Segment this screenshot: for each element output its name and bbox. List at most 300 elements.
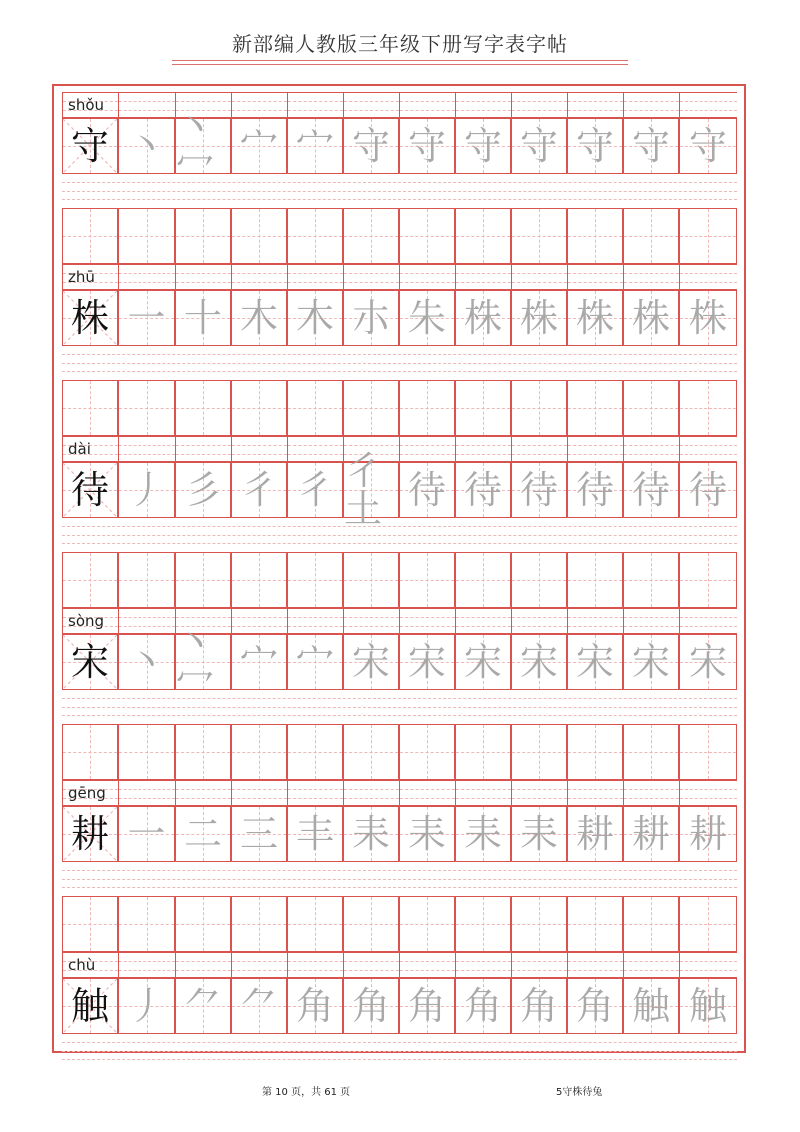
stroke-order-character: ⺈ [183,984,222,1028]
guide-line [512,626,567,627]
tracing-cell [455,118,511,174]
character-block [62,264,737,436]
practice-cell[interactable] [567,208,623,264]
pinyin-cell [231,953,287,979]
guide-line [651,209,652,263]
guide-line [400,970,455,971]
guide-line [456,626,511,627]
guide-line [62,879,737,880]
pinyin-cell [455,265,511,291]
practice-cell[interactable] [343,208,399,264]
guide-line [288,101,343,102]
practice-cell[interactable] [118,380,175,436]
practice-cell[interactable] [62,552,118,608]
tracing-cell [175,462,231,518]
guide-line [344,961,399,962]
model-character: 触 [70,984,109,1028]
stroke-order-character: 待 [519,468,558,512]
guide-line [483,725,484,779]
guide-line [119,273,175,274]
tracing-cell [679,806,737,862]
practice-cell[interactable] [231,896,287,952]
character-block [62,92,737,264]
pinyin-cell [175,953,231,979]
guide-line [147,897,148,951]
guide-line [512,110,567,111]
guide-line [456,273,511,274]
guide-line [232,445,287,446]
tracing-cell [511,290,567,346]
guide-line [344,273,399,274]
practice-cell[interactable] [623,724,679,780]
guide-line [62,887,737,888]
pinyin-cell [511,781,567,807]
guide-line [427,553,428,607]
practice-cell[interactable] [343,552,399,608]
tracing-row [62,290,737,346]
guide-line [62,870,737,871]
guide-line [288,282,343,283]
guide-line [344,282,399,283]
guide-line [371,209,372,263]
stroke-order-character: 三 [239,812,278,856]
tracing-cell [118,290,175,346]
pinyin-row [62,264,737,290]
practice-cell[interactable] [62,208,118,264]
guide-line [203,725,204,779]
tracing-cell [623,978,679,1034]
tracing-cell [567,462,623,518]
practice-cell[interactable] [231,380,287,436]
pinyin-cell [623,781,679,807]
guide-line [147,381,148,435]
practice-cell[interactable] [455,208,511,264]
stroke-order-character: 待 [688,468,727,512]
pinyin-cell [343,609,399,635]
guide-line [315,897,316,951]
tracing-cell [399,462,455,518]
practice-cell[interactable] [399,552,455,608]
guide-line [147,209,148,263]
guide-line [400,445,455,446]
guide-line [624,626,679,627]
stroke-order-character: 宋 [407,640,446,684]
guide-line [708,553,709,607]
guide-line [456,454,511,455]
pinyin-cell [287,265,343,291]
guide-line [62,371,737,372]
pinyin-cell [567,437,623,463]
stroke-order-character: 宋 [575,640,614,684]
practice-cell[interactable] [287,380,343,436]
stroke-order-character: 宋 [688,640,727,684]
guide-line [400,789,455,790]
practice-cell[interactable] [679,552,737,608]
stroke-order-character: 朱 [407,296,446,340]
tracing-cell [399,290,455,346]
tracing-cell [455,290,511,346]
pinyin-cell [399,265,455,291]
guide-line [708,381,709,435]
tracing-cell [455,806,511,862]
practice-cell[interactable] [231,724,287,780]
practice-cell[interactable] [623,896,679,952]
practice-cell[interactable] [679,208,737,264]
tracing-cell [679,462,737,518]
guide-line [708,725,709,779]
practice-cell[interactable] [399,208,455,264]
practice-cell[interactable] [567,552,623,608]
practice-cell[interactable] [175,552,231,608]
guide-line [512,961,567,962]
stroke-order-character: 待 [463,468,502,512]
practice-cell[interactable] [175,896,231,952]
guide-line [456,282,511,283]
stroke-order-character: 耒 [463,812,502,856]
guide-line [315,553,316,607]
title-rule [172,60,628,61]
stroke-order-character: 彳土 [344,449,383,531]
guide-line [119,110,175,111]
pinyin-label: chù [68,956,96,974]
practice-cell[interactable] [455,724,511,780]
stroke-order-character: 彳 [295,468,334,512]
tracing-row [62,978,737,1034]
pinyin-cell [118,609,175,635]
tracing-cell [287,118,343,174]
guide-line [344,110,399,111]
character-block [62,952,737,1124]
stroke-order-character: 宀 [239,124,278,168]
tracing-cell [231,978,287,1034]
practice-cell[interactable] [343,380,399,436]
guide-line [595,209,596,263]
tracing-cell [343,290,399,346]
guide-line [62,698,737,699]
guide-line [288,626,343,627]
guide-line [288,617,343,618]
guide-line [288,970,343,971]
footer-lesson: 5守株待兔 [556,1087,603,1098]
tracing-cell [455,462,511,518]
stroke-order-character: 宋 [519,640,558,684]
pinyin-cell [343,93,399,119]
stroke-order-character: 耕 [688,812,727,856]
practice-row [62,552,737,608]
guide-line [427,897,428,951]
guide-line [344,445,399,446]
guide-line [288,445,343,446]
guide-line [315,209,316,263]
spacer-band [62,346,737,380]
practice-cell[interactable] [679,380,737,436]
pinyin-cell [231,609,287,635]
stroke-order-character: 守 [631,124,670,168]
tracing-cell [455,978,511,1034]
guide-line [568,282,623,283]
practice-cell[interactable] [399,380,455,436]
stroke-order-character: 待 [575,468,614,512]
pinyin-cell [455,437,511,463]
pinyin-cell [511,609,567,635]
guide-line [119,617,175,618]
tracing-cell [231,290,287,346]
practice-cell[interactable] [118,724,175,780]
tracing-cell [175,105,231,187]
guide-line [539,897,540,951]
stroke-order-character: 丿 [127,984,166,1028]
stroke-order-character: 守 [519,124,558,168]
practice-cell[interactable] [567,896,623,952]
tracing-cell [287,806,343,862]
guide-line [512,970,567,971]
model-character-cell [62,462,118,518]
guide-line [62,1059,737,1060]
guide-line [680,617,737,618]
stroke-order-character: 木 [239,296,278,340]
guide-line [288,273,343,274]
guide-line [568,454,623,455]
pinyin-cell [679,265,737,291]
practice-cell[interactable] [118,896,175,952]
practice-cell[interactable] [511,208,567,264]
guide-line [344,617,399,618]
practice-cell[interactable] [511,724,567,780]
guide-line [568,789,623,790]
practice-cell[interactable] [62,380,118,436]
stroke-order-character: 二 [183,812,222,856]
guide-line [400,110,455,111]
guide-line [708,897,709,951]
stroke-order-character: 十 [183,296,222,340]
guide-line [568,961,623,962]
tracing-cell [567,634,623,690]
practice-cell[interactable] [399,896,455,952]
guide-line [119,970,175,971]
guide-line [539,725,540,779]
guide-line [62,363,737,364]
guide-line [371,381,372,435]
practice-cell[interactable] [231,208,287,264]
guide-line [624,445,679,446]
pinyin-cell [231,437,287,463]
stroke-order-character: 耕 [575,812,614,856]
stroke-order-character: 朩 [351,296,390,340]
practice-cell[interactable] [343,896,399,952]
model-character-cell [62,118,118,174]
pinyin-label: dài [68,440,91,458]
stroke-order-character: 角 [519,984,558,1028]
practice-cell[interactable] [62,724,118,780]
guide-line [62,182,737,183]
pinyin-cell [623,265,679,291]
guide-line [595,553,596,607]
stroke-order-character: 守 [688,124,727,168]
pinyin-row [62,780,737,806]
pinyin-row [62,608,737,634]
pinyin-cell [455,781,511,807]
guide-line [176,445,231,446]
pinyin-cell [399,437,455,463]
guide-line [400,798,455,799]
guide-line [568,617,623,618]
guide-line [176,961,231,962]
guide-line [176,273,231,274]
pinyin-label: shǒu [68,96,105,114]
practice-cell[interactable] [455,552,511,608]
guide-line [456,617,511,618]
guide-line [400,454,455,455]
practice-cell[interactable] [455,896,511,952]
guide-line [288,454,343,455]
stroke-order-character: 耒 [351,812,390,856]
guide-line [288,789,343,790]
worksheet-grid [62,92,737,1044]
pinyin-cell [567,265,623,291]
tracing-cell [623,290,679,346]
practice-cell[interactable] [511,380,567,436]
stroke-order-character: 一 [127,812,166,856]
practice-cell[interactable] [623,380,679,436]
pinyin-label: zhū [68,268,95,286]
practice-cell[interactable] [343,724,399,780]
guide-line [512,101,567,102]
practice-cell[interactable] [118,552,175,608]
practice-cell[interactable] [118,208,175,264]
tracing-cell [567,118,623,174]
pinyin-cell [679,93,737,119]
guide-line [344,798,399,799]
guide-line [624,282,679,283]
guide-line [483,553,484,607]
tracing-cell [343,978,399,1034]
guide-line [259,381,260,435]
model-character: 耕 [70,812,109,856]
practice-cell[interactable] [511,896,567,952]
model-character-cell [62,978,118,1034]
guide-line [624,961,679,962]
pinyin-cell [455,609,511,635]
guide-line [344,626,399,627]
guide-line [232,789,287,790]
practice-cell[interactable] [62,896,118,952]
practice-cell[interactable] [623,552,679,608]
spacer-band [62,862,737,896]
practice-cell[interactable] [231,552,287,608]
tracing-cell [343,806,399,862]
guide-line [62,354,737,355]
pinyin-cell [343,953,399,979]
practice-cell[interactable] [175,208,231,264]
tracing-cell [118,806,175,862]
guide-line [203,381,204,435]
pinyin-cell [679,953,737,979]
practice-cell[interactable] [567,380,623,436]
stroke-order-character: 触 [688,984,727,1028]
guide-line [680,970,737,971]
character-block [62,780,737,952]
pinyin-cell [118,437,175,463]
guide-line [680,626,737,627]
guide-line [315,381,316,435]
guide-line [512,617,567,618]
pinyin-cell [679,781,737,807]
guide-line [539,553,540,607]
tracing-cell [399,634,455,690]
tracing-cell [679,978,737,1034]
spacer-band [62,690,737,724]
pinyin-label: sòng [68,612,105,630]
guide-line [62,535,737,536]
pinyin-cell [118,953,175,979]
practice-cell[interactable] [287,724,343,780]
guide-line [400,101,455,102]
tracing-cell [399,806,455,862]
guide-line [119,798,175,799]
tracing-cell [118,978,175,1034]
tracing-cell [623,806,679,862]
guide-line [400,961,455,962]
guide-line [456,961,511,962]
practice-cell[interactable] [567,724,623,780]
stroke-order-character: 守 [407,124,446,168]
guide-line [539,381,540,435]
guide-line [456,101,511,102]
guide-line [651,553,652,607]
guide-line [147,553,148,607]
guide-line [90,209,91,263]
practice-cell[interactable] [679,724,737,780]
pinyin-cell [567,93,623,119]
pinyin-cell [623,437,679,463]
guide-line [344,101,399,102]
guide-line [568,970,623,971]
practice-cell[interactable] [175,724,231,780]
guide-line [90,553,91,607]
guide-line [119,961,175,962]
guide-line [62,1042,737,1043]
guide-line [624,454,679,455]
guide-line [62,715,737,716]
practice-cell[interactable] [287,208,343,264]
practice-cell[interactable] [287,896,343,952]
practice-cell[interactable] [511,552,567,608]
guide-line [232,970,287,971]
footer-page-number: 第 10 页，共 61 页 [262,1087,351,1098]
guide-line [288,961,343,962]
stroke-order-character: 宋 [351,640,390,684]
stroke-order-character: 彡 [183,468,222,512]
practice-cell[interactable] [455,380,511,436]
practice-cell[interactable] [175,380,231,436]
guide-line [456,445,511,446]
stroke-order-character: 角 [351,984,390,1028]
practice-cell[interactable] [679,896,737,952]
stroke-order-character: 角 [575,984,614,1028]
stroke-order-character: 角 [463,984,502,1028]
guide-line [651,381,652,435]
guide-line [288,110,343,111]
stroke-order-character: 丶冖 [176,621,215,703]
stroke-order-character: 宋 [631,640,670,684]
pinyin-cell [343,265,399,291]
guide-line [680,101,737,102]
tracing-cell [287,290,343,346]
practice-cell[interactable] [623,208,679,264]
practice-cell[interactable] [399,724,455,780]
guide-line [680,273,737,274]
practice-cell[interactable] [287,552,343,608]
